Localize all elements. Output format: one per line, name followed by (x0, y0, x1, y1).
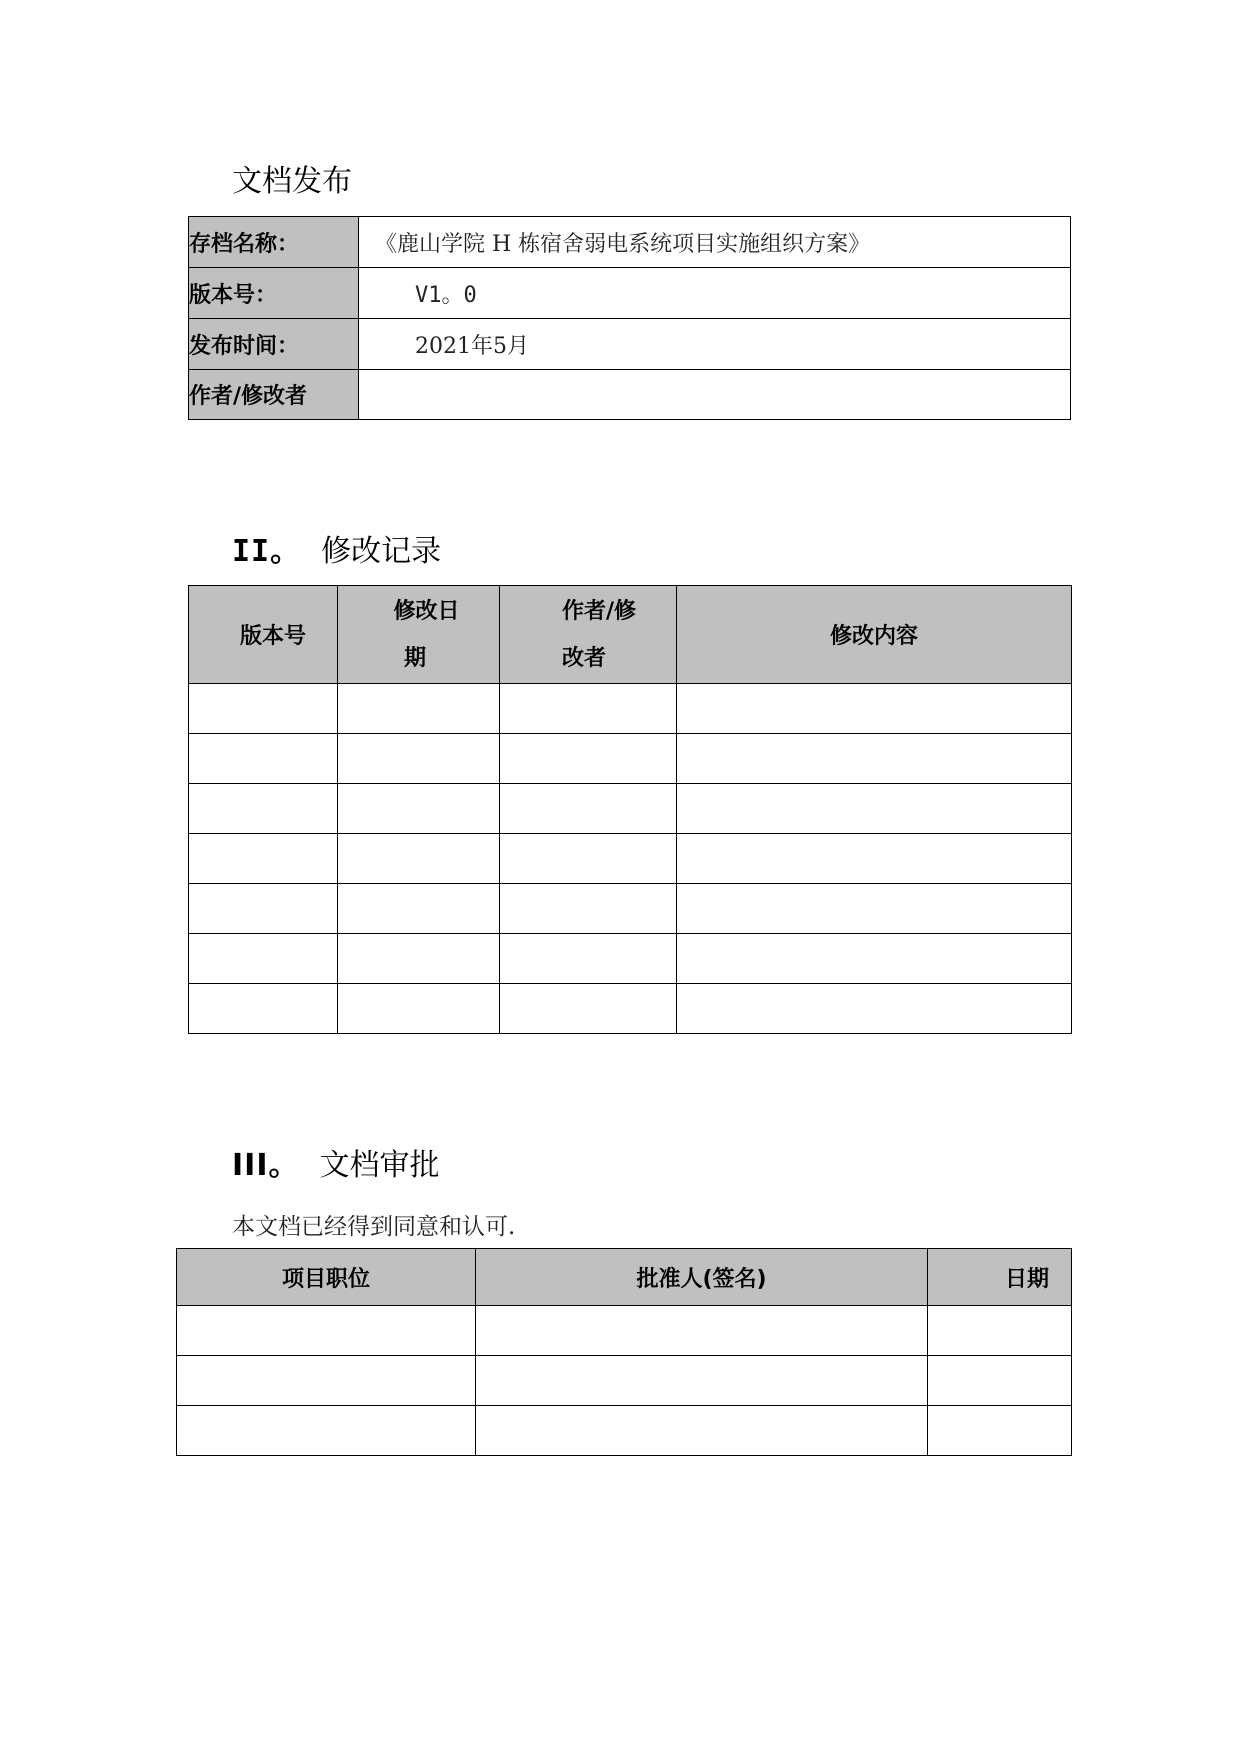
release-section-title: 文档发布 (232, 164, 352, 199)
revisions-header-date-line2: 期 (404, 645, 427, 671)
table-row (189, 684, 1072, 734)
author-label: 作者/修改者 (189, 370, 359, 420)
table-row (177, 1356, 1072, 1406)
table-cell (500, 784, 677, 834)
table-cell (677, 684, 1072, 734)
revisions-header-author-line2: 改者 (562, 645, 607, 671)
revisions-header-author-line1: 作者/修 (561, 598, 637, 624)
table-cell (928, 1356, 1072, 1406)
table-cell (189, 984, 338, 1034)
table-cell (189, 884, 338, 934)
revisions-header-date (338, 586, 500, 684)
revisions-table (188, 585, 1072, 1034)
archive-name-label: 存档名称： (189, 217, 359, 268)
table-row (189, 784, 1072, 834)
table-cell (677, 784, 1072, 834)
publish-time-label: 发布时间： (189, 319, 359, 370)
table-cell (677, 984, 1072, 1034)
release-row-archive-name (189, 217, 1071, 268)
table-cell (189, 684, 338, 734)
table-cell (177, 1406, 476, 1456)
table-cell (500, 934, 677, 984)
table-cell (177, 1356, 476, 1406)
approval-header-row (177, 1249, 1072, 1306)
approval-section-number: III。 (232, 1148, 300, 1183)
publish-time-value: 2021年5月 (359, 319, 1071, 370)
table-cell (500, 884, 677, 934)
table-cell (677, 884, 1072, 934)
table-cell (177, 1306, 476, 1356)
author-value (359, 370, 1071, 420)
table-row (189, 884, 1072, 934)
table-cell (338, 734, 500, 784)
table-row (189, 734, 1072, 784)
archive-name-value: 《鹿山学院 H 栋宿舍弱电系统项目实施组织方案》 (359, 217, 1071, 268)
release-row-publish-time (189, 319, 1071, 370)
revisions-header-author (500, 586, 677, 684)
table-cell (677, 734, 1072, 784)
table-cell (338, 984, 500, 1034)
release-row-version (189, 268, 1071, 319)
table-cell (476, 1306, 928, 1356)
approval-table (176, 1248, 1072, 1456)
table-cell (338, 684, 500, 734)
version-label: 版本号： (189, 268, 359, 319)
revisions-header-version: 版本号 (189, 586, 338, 684)
table-cell (189, 784, 338, 834)
table-cell (928, 1306, 1072, 1356)
approval-section-title: 文档审批 (319, 1148, 440, 1183)
table-cell (500, 684, 677, 734)
approval-note: 本文档已经得到同意和认可. (232, 1214, 516, 1240)
release-row-author (189, 370, 1071, 420)
table-row (189, 934, 1072, 984)
table-cell (500, 834, 677, 884)
revisions-section-number: II。 (232, 534, 302, 569)
revisions-header-content: 修改内容 (677, 586, 1072, 684)
revisions-header-date-line1: 修改日 (393, 598, 460, 624)
table-row (189, 984, 1072, 1034)
table-cell (677, 934, 1072, 984)
table-cell (189, 734, 338, 784)
table-cell (338, 784, 500, 834)
approval-header-approver: 批准人(签名) (476, 1249, 928, 1306)
table-cell (189, 834, 338, 884)
version-value: V1。0 (359, 268, 1071, 319)
table-cell (338, 884, 500, 934)
table-cell (500, 734, 677, 784)
table-cell (338, 934, 500, 984)
approval-section-heading (232, 1148, 440, 1184)
release-table (188, 216, 1071, 420)
table-cell (189, 934, 338, 984)
table-row (177, 1406, 1072, 1456)
table-cell (338, 834, 500, 884)
revisions-section-heading (232, 534, 441, 570)
revisions-header-row (189, 586, 1072, 684)
approval-header-date: 日期 (928, 1249, 1072, 1306)
table-row (177, 1306, 1072, 1356)
revisions-section-title: 修改记录 (321, 534, 442, 569)
table-cell (476, 1406, 928, 1456)
table-cell (476, 1356, 928, 1406)
table-cell (928, 1406, 1072, 1456)
approval-header-position: 项目职位 (177, 1249, 476, 1306)
table-cell (677, 834, 1072, 884)
table-cell (500, 984, 677, 1034)
table-row (189, 834, 1072, 884)
